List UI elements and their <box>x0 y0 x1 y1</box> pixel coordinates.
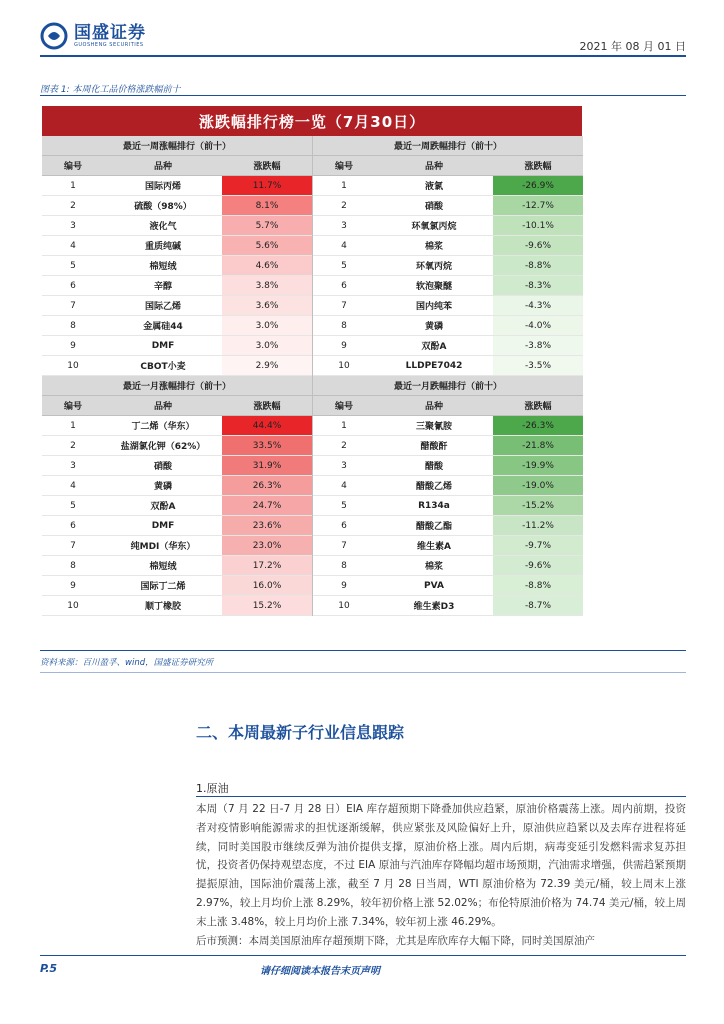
change-cell: 16.0% <box>222 576 312 595</box>
product-cell: 棉浆 <box>424 242 443 252</box>
table-row <box>313 416 583 436</box>
rank-cell: 2 <box>341 200 347 211</box>
product-cell: 维生素D3 <box>413 602 455 612</box>
table-row <box>313 456 583 476</box>
table-row <box>313 476 583 496</box>
change-cell: -21.8% <box>493 436 583 455</box>
table-row <box>42 196 312 216</box>
table-row <box>42 356 312 376</box>
rank-cell: 5 <box>70 500 76 511</box>
table-row <box>42 316 312 336</box>
column-header-name: 品种 <box>153 162 172 172</box>
table-row <box>42 496 312 516</box>
table-row <box>42 276 312 296</box>
rank-cell: 7 <box>70 540 76 551</box>
column-header-change: 涨跌幅 <box>524 402 552 412</box>
table-row <box>42 436 312 456</box>
product-cell: LLDPE7042 <box>405 360 463 371</box>
table-row <box>42 556 312 576</box>
column-header-name: 品种 <box>153 402 172 412</box>
gainers-panel <box>42 136 313 376</box>
table-row <box>42 336 312 356</box>
change-cell: 4.6% <box>222 256 312 275</box>
rank-cell: 7 <box>341 540 347 551</box>
product-cell: 棉浆 <box>424 562 443 572</box>
change-cell: 2.9% <box>222 356 312 375</box>
change-cell: 11.7% <box>222 176 312 195</box>
product-cell: 重质纯碱 <box>144 242 181 252</box>
paragraph: 本周（7 月 22 日-7 月 28 日）EIA 库存超预期下降叠加供应趋紧，原油价格震荡上涨。周内前期，投资者对疫情影响能源需求的担忧逐渐缓解，供应紧张及风险偏好上升，原油供应趋紧以及去库存进程将延续，同时美国股市继续反弹为油价提供支撑，原油价格上涨。周内后期，病毒变延引发燃料需求复苏担忧，投资者仍保持观望态度，不过 EIA 原油与汽油库存降幅均超市场预期，汽油需求增强，供需趋紧预期提振原油，国际油价震荡上涨，截至 7 月 28 日当周，WTI 原油价格为 72.39 美元/桶，较上周末上涨 2.97%，较上月均价上涨 8.29%，较年初价格上涨 52.02%；布伦特原油价格为 74.74 美元/桶，较上周末上涨 3.48%，较上月均价上涨 7.34%，较年初上涨 46.29%。 <box>196 803 686 928</box>
table-row <box>42 256 312 276</box>
change-cell: 44.4% <box>222 416 312 435</box>
product-cell: PVA <box>424 580 444 591</box>
table-row <box>313 196 583 216</box>
change-cell: -10.1% <box>493 216 583 235</box>
product-cell: R134a <box>418 500 450 511</box>
product-cell: 辛醇 <box>153 282 172 292</box>
product-cell: 棉短绒 <box>149 562 177 572</box>
column-header-row <box>313 396 583 416</box>
table-row <box>42 476 312 496</box>
change-cell: 3.8% <box>222 276 312 295</box>
change-cell: -19.9% <box>493 456 583 475</box>
product-cell: 双酚A <box>421 342 447 352</box>
table-row <box>313 176 583 196</box>
panel-title: 最近一周涨幅排行（前十） <box>42 136 312 156</box>
rank-cell: 5 <box>341 500 347 511</box>
change-cell: -26.9% <box>493 176 583 195</box>
product-cell: 顺丁橡胶 <box>144 602 181 612</box>
table-section <box>42 376 582 616</box>
rank-cell: 7 <box>70 300 76 311</box>
table-section <box>42 136 582 376</box>
column-header-row <box>313 156 583 176</box>
rank-cell: 4 <box>70 240 76 251</box>
rank-cell: 6 <box>70 280 76 291</box>
report-date: 2021 年 08 月 01 日 <box>579 40 686 53</box>
product-cell: 硫酸（98%） <box>134 202 192 212</box>
panel-title: 最近一月涨幅排行（前十） <box>42 376 312 396</box>
table-row <box>42 576 312 596</box>
product-cell: CBOT小麦 <box>140 362 186 372</box>
rank-cell: 6 <box>341 280 347 291</box>
table-row <box>313 336 583 356</box>
source-rule <box>40 650 686 651</box>
column-header-rank: 编号 <box>334 162 353 172</box>
table-title: 涨跌幅排行榜一览（7月30日） <box>42 106 582 136</box>
logo-icon <box>40 22 68 50</box>
rank-cell: 5 <box>70 260 76 271</box>
change-cell: -9.6% <box>493 556 583 575</box>
page-number: P.5 <box>40 962 58 975</box>
rank-cell: 10 <box>338 600 350 611</box>
logo-subtitle: GUOSHENG SECURITIES <box>74 42 144 48</box>
change-cell: -19.0% <box>493 476 583 495</box>
rank-cell: 8 <box>70 320 76 331</box>
rank-cell: 9 <box>341 340 347 351</box>
rank-cell: 3 <box>341 460 347 471</box>
change-cell: -15.2% <box>493 496 583 515</box>
rank-cell: 6 <box>70 520 76 531</box>
rank-cell: 1 <box>341 420 347 431</box>
column-header-rank: 编号 <box>63 162 82 172</box>
section-title: 二、本周最新子行业信息跟踪 <box>196 723 405 742</box>
table-row <box>42 216 312 236</box>
gainers-panel <box>42 376 313 616</box>
rank-cell: 10 <box>67 600 79 611</box>
rank-cell: 2 <box>341 440 347 451</box>
footer-rule <box>40 955 686 956</box>
change-cell: -3.8% <box>493 336 583 355</box>
rank-cell: 3 <box>70 460 76 471</box>
change-cell: -9.6% <box>493 236 583 255</box>
rank-cell: 8 <box>341 560 347 571</box>
change-cell: 15.2% <box>222 596 312 615</box>
rank-cell: 2 <box>70 200 76 211</box>
subsection-heading: 1.原油 <box>196 782 229 795</box>
table-row <box>313 296 583 316</box>
rank-cell: 4 <box>341 480 347 491</box>
change-cell: 3.0% <box>222 336 312 355</box>
product-cell: 丁二烯（华东） <box>131 422 195 432</box>
change-cell: 3.6% <box>222 296 312 315</box>
disclaimer-note: 请仔细阅读本报告末页声明 <box>260 966 380 977</box>
panel-title: 最近一周跌幅排行（前十） <box>313 136 583 156</box>
product-cell: 醋酸 <box>424 462 443 472</box>
rank-cell: 1 <box>70 180 76 191</box>
panel-title: 最近一月跌幅排行（前十） <box>313 376 583 396</box>
rank-cell: 5 <box>341 260 347 271</box>
product-cell: 纯MDI（华东） <box>130 542 196 552</box>
change-cell: 17.2% <box>222 556 312 575</box>
table-row <box>313 356 583 376</box>
figure-source: 资料来源：百川盈孚、wind，国盛证券研究所 <box>40 658 214 668</box>
losers-panel <box>313 376 583 616</box>
rank-cell: 9 <box>70 580 76 591</box>
change-cell: -8.8% <box>493 576 583 595</box>
rank-cell: 3 <box>341 220 347 231</box>
rank-cell: 2 <box>70 440 76 451</box>
product-cell: DMF <box>151 520 175 531</box>
subsection-rule <box>196 796 686 797</box>
change-cell: -8.7% <box>493 596 583 615</box>
rank-cell: 6 <box>341 520 347 531</box>
table-row <box>42 456 312 476</box>
table-row <box>313 256 583 276</box>
rank-cell: 1 <box>341 180 347 191</box>
table-row <box>313 316 583 336</box>
product-cell: 液化气 <box>149 222 177 232</box>
product-cell: 盐湖氯化钾（62%） <box>120 442 206 452</box>
change-cell: 5.6% <box>222 236 312 255</box>
product-cell: 国际乙烯 <box>144 302 181 312</box>
rank-cell: 8 <box>70 560 76 571</box>
product-cell: 黄磷 <box>153 482 172 492</box>
table-row <box>42 236 312 256</box>
table-row <box>313 576 583 596</box>
change-cell: 24.7% <box>222 496 312 515</box>
source-bottom-rule <box>40 672 686 673</box>
column-header-change: 涨跌幅 <box>524 162 552 172</box>
change-cell: 26.3% <box>222 476 312 495</box>
change-cell: -11.2% <box>493 516 583 535</box>
company-logo <box>40 22 146 50</box>
rank-cell: 7 <box>341 300 347 311</box>
logo-name: 国盛证券 <box>74 23 146 43</box>
product-cell: 双酚A <box>150 502 176 512</box>
change-cell: -12.7% <box>493 196 583 215</box>
figure-caption: 图表 1: 本周化工品价格涨跌幅前十 <box>40 85 181 95</box>
change-cell: -3.5% <box>493 356 583 375</box>
table-row <box>313 436 583 456</box>
rank-cell: 1 <box>70 420 76 431</box>
change-cell: 5.7% <box>222 216 312 235</box>
rank-cell: 9 <box>70 340 76 351</box>
paragraph: 后市预测：本周美国原油库存超预期下降，尤其是库欣库存大幅下降，同时美国原油产 <box>196 934 595 947</box>
product-cell: 环氧丙烷 <box>415 262 452 272</box>
table-row <box>313 216 583 236</box>
product-cell: 黄磷 <box>424 322 443 332</box>
product-cell: 国际丁二烯 <box>140 582 186 592</box>
product-cell: 硝酸 <box>153 462 172 472</box>
column-header-rank: 编号 <box>334 402 353 412</box>
column-header-name: 品种 <box>424 162 443 172</box>
product-cell: 醋酸乙酯 <box>415 522 452 532</box>
product-cell: 硝酸 <box>424 202 443 212</box>
change-cell: -8.8% <box>493 256 583 275</box>
product-cell: 维生素A <box>417 542 451 552</box>
table-row <box>42 296 312 316</box>
change-cell: -9.7% <box>493 536 583 555</box>
column-header-name: 品种 <box>424 402 443 412</box>
product-cell: 醋酸乙烯 <box>415 482 452 492</box>
table-row <box>313 596 583 616</box>
product-cell: 醋酸酐 <box>420 442 448 452</box>
change-cell: 8.1% <box>222 196 312 215</box>
rank-cell: 9 <box>341 580 347 591</box>
table-row <box>313 516 583 536</box>
table-row <box>42 516 312 536</box>
table-row <box>42 176 312 196</box>
change-cell: 3.0% <box>222 316 312 335</box>
change-cell: 31.9% <box>222 456 312 475</box>
rank-cell: 10 <box>67 360 79 371</box>
change-cell: 23.6% <box>222 516 312 535</box>
table-row <box>313 536 583 556</box>
body-text <box>196 800 686 950</box>
product-cell: DMF <box>151 340 175 351</box>
change-cell: -4.0% <box>493 316 583 335</box>
change-cell: 23.0% <box>222 536 312 555</box>
rank-cell: 3 <box>70 220 76 231</box>
product-cell: 国际丙烯 <box>144 182 181 192</box>
rank-cell: 4 <box>70 480 76 491</box>
table-row <box>313 496 583 516</box>
product-cell: 金属硅44 <box>143 322 183 332</box>
caption-rule <box>40 95 686 96</box>
product-cell: 三聚氰胺 <box>415 422 452 432</box>
table-row <box>42 416 312 436</box>
column-header-change: 涨跌幅 <box>253 402 281 412</box>
column-header-row <box>42 396 312 416</box>
column-header-row <box>42 156 312 176</box>
header-rule <box>40 55 686 57</box>
table-row <box>42 596 312 616</box>
rank-cell: 10 <box>338 360 350 371</box>
table-row <box>313 556 583 576</box>
product-cell: 国内纯苯 <box>415 302 452 312</box>
rank-cell: 4 <box>341 240 347 251</box>
losers-panel <box>313 136 583 376</box>
table-row <box>313 236 583 256</box>
table-row <box>313 276 583 296</box>
product-cell: 液氯 <box>424 182 443 192</box>
table-row <box>42 536 312 556</box>
ranking-table <box>42 106 582 616</box>
product-cell: 棉短绒 <box>149 262 177 272</box>
change-cell: 33.5% <box>222 436 312 455</box>
change-cell: -26.3% <box>493 416 583 435</box>
product-cell: 环氧氯丙烷 <box>411 222 457 232</box>
column-header-change: 涨跌幅 <box>253 162 281 172</box>
column-header-rank: 编号 <box>63 402 82 412</box>
change-cell: -8.3% <box>493 276 583 295</box>
product-cell: 软泡聚醚 <box>415 282 452 292</box>
change-cell: -4.3% <box>493 296 583 315</box>
rank-cell: 8 <box>341 320 347 331</box>
